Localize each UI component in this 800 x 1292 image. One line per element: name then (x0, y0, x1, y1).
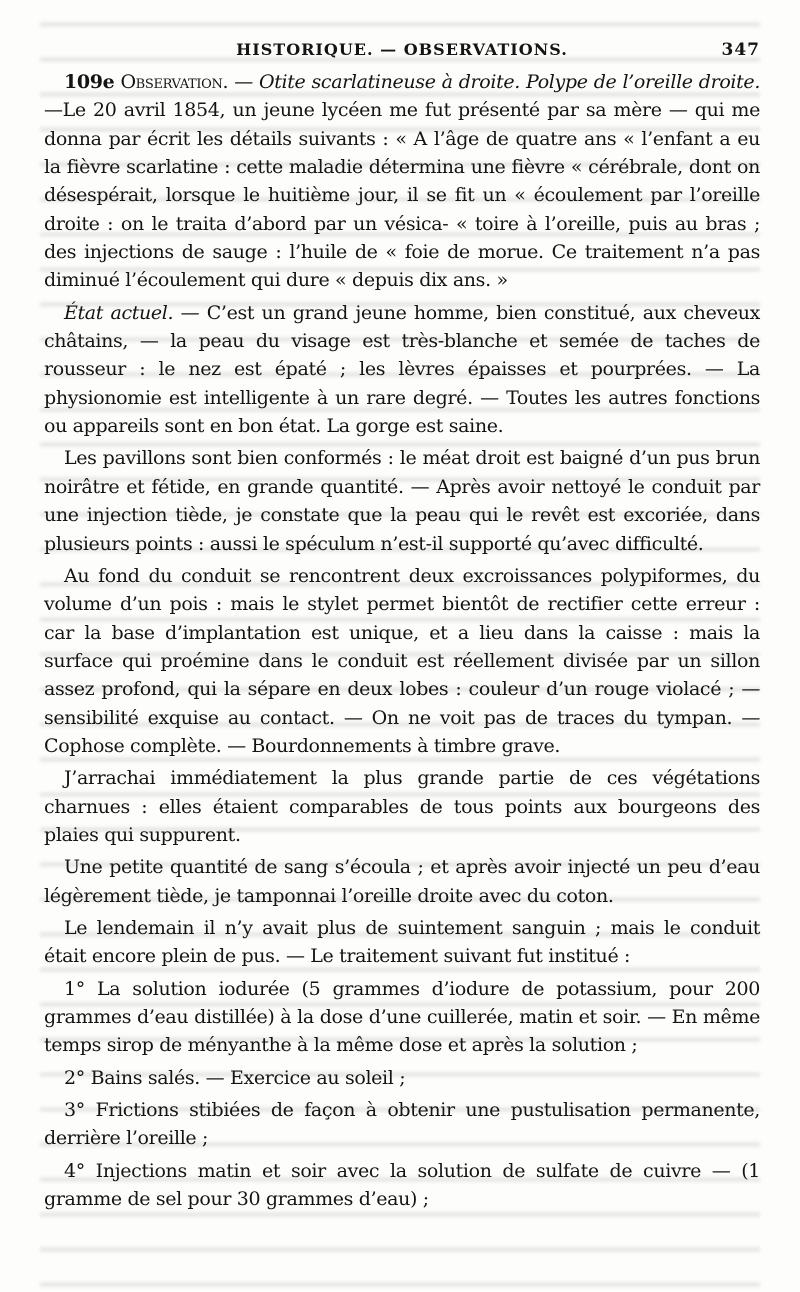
lendemain-paragraph: Le lendemain il n’y avait plus de suintement sanguin ; mais le conduit était encore plein de pus. — Le traitement suivant fut institué : (44, 916, 760, 968)
pavillons-paragraph: Les pavillons sont bien conformés : le méat droit est baigné d’un pus brun noirâtre et fétide, en grande quantité. — Après avoir nettoyé le conduit par une injection tiède, je constate que la peau qui le revêt est excoriée, dans plusieurs points : aussi le spéculum n’est-il supporté qu’avec difficulté. (44, 447, 760, 555)
treatment-item-4: 4° Injections matin et soir avec la solution de sulfate de cuivre — (1 gramme de sel pour 30 grammes d’eau) ; (44, 1159, 760, 1211)
treatment-item-3: 3° Frictions stibiées de façon à obtenir une pustulisation permanente, derrière l’oreille ; (44, 1099, 760, 1150)
treatment-item-2: 2° Bains salés. — Exercice au soleil ; (64, 1066, 406, 1089)
sang-paragraph: Une petite quantité de sang s’écoula ; et après avoir injecté un peu d’eau légèrement tiède, je tamponnai l’oreille droite avec du coton. (44, 856, 760, 907)
etat-actuel-text: — C’est un grand jeune homme, bien constitué, aux cheveux châtains, — la peau du visage est très-blanche et semée de taches de rousseur : le nez est épaté ; les lèvres épaisses et pourprées. — La physionomie est intelligente à un rare degré. — Toutes les autres fonctions ou appareils sont en bon état. La gorge est saine. (44, 301, 760, 438)
etat-actuel-label: État actuel. (64, 301, 174, 324)
observation-paragraph (44, 68, 760, 295)
observation-title: Otite scarlatineuse à droite. Polype de l’oreille droite. (259, 71, 761, 93)
running-header (44, 36, 760, 60)
arrachement-paragraph: J’arrachai immédiatement la plus grande partie de ces végétations charnues : elles étaient comparables de tous points aux bourgeons des plaies qui suppurent. (44, 767, 760, 846)
page-content (44, 36, 760, 1213)
treatment-item-1: 1° La solution iodurée (5 grammes d’iodure de potassium, pour 200 grammes d’eau distillée) à la dose d’une cuillerée, matin et soir. — En même temps sirop de ményanthe à la même dose et après la solution ; (44, 977, 760, 1057)
observation-number: 109e (64, 71, 115, 93)
page-number: 347 (721, 40, 760, 60)
observation-intro: —Le 20 avril 1854, un jeune lycéen me fut présenté par sa mère — qui me donna par écrit les détails suivants : « A l’âge de quatre ans « l’enfant a eu la fièvre scarlatine : cette maladie détermina une fièvre « cérébrale, dont on désespérait, lorsque le huitième jour, il se fit un « écoulement par l’oreille droite : on le traita d’abord par un vésica- « toire à l’oreille, puis au bras ; des injections de sauge : l’huile de « foie de morue. Ce traitement n’a pas diminué l’écoulement qui dure « depuis dix ans. » (44, 99, 760, 292)
running-title: HISTORIQUE. — OBSERVATIONS. (236, 40, 568, 59)
observation-dash: — (228, 71, 259, 93)
observation-label: Observation. (120, 71, 229, 93)
excroissances-paragraph: Au fond du conduit se rencontrent deux excroissances polypiformes, du volume d’un pois : mais le stylet permet bientôt de rectifier cette erreur : car la base d’implantation est unique, et a lieu dans la caisse : mais la surface qui proémine dans le conduit est réellement divisée par un sillon assez profond, qui la sépare en deux lobes : couleur d’un rouge violacé ; — sensibilité exquise au contact. — On ne voit pas de traces du tympan. — Cophose complète. — Bourdonnements à timbre grave. (44, 564, 760, 757)
etat-actuel-paragraph (44, 299, 760, 441)
